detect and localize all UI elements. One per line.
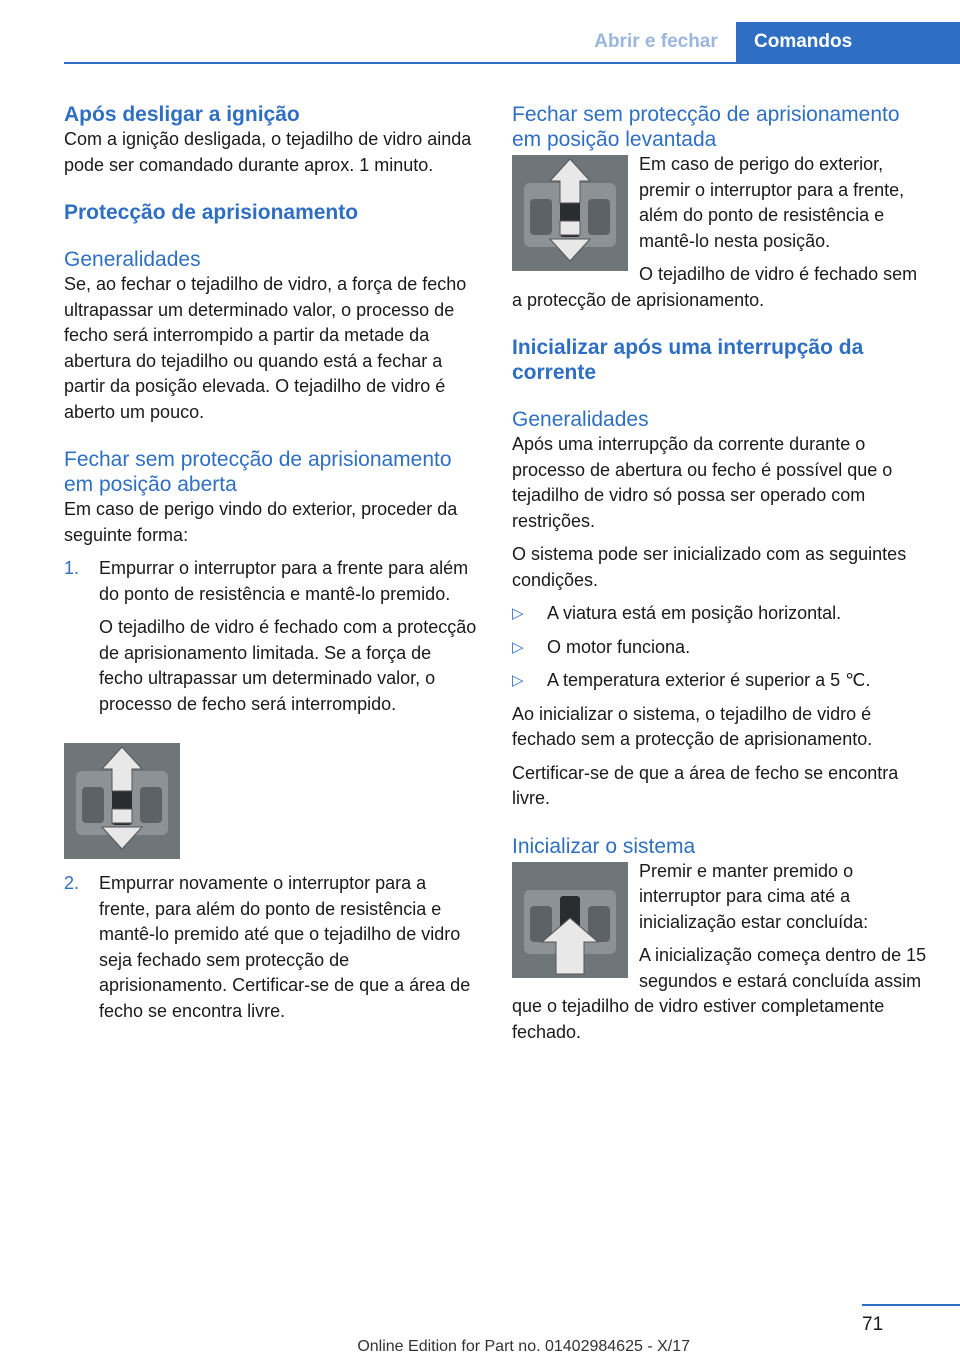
bullet-arrow-icon: ▷ bbox=[512, 672, 524, 689]
bullet-text: A temperatura exterior é superior a 5 ℃. bbox=[547, 670, 871, 690]
heading-init-power: Inicializar após uma interrupção da corrente bbox=[512, 336, 864, 384]
list-item bbox=[512, 601, 928, 627]
paragraph-general: Se, ao fechar o tejadilho de vidro, a força de fecho ultrapassar um determinado valor, o processo de fecho será interrompido a partir da metade da abertura do tejadilho ou quando está a fechar a partir da posição elevada. O tejadilho de vidro é aberto um pouco. bbox=[64, 274, 467, 422]
roof-switch-up-image bbox=[512, 862, 628, 978]
heading-close-open: Fechar sem protecção de aprisionamento em posição aberta bbox=[64, 448, 452, 496]
list-item bbox=[512, 635, 928, 661]
paragraph-close-raised-1: Em caso de perigo do exterior, premir o interruptor para a frente, além do ponto de resistência e mantê-lo nesta posição. bbox=[639, 154, 905, 251]
right-column bbox=[512, 102, 928, 1045]
paragraph-init-2: Certificar-se de que a área de fecho se encontra livre. bbox=[512, 762, 899, 808]
page-number: 71 bbox=[862, 1314, 884, 1335]
list-item bbox=[64, 556, 480, 717]
bullet-arrow-icon: ▷ bbox=[512, 605, 524, 622]
heading-general: Generalidades bbox=[64, 248, 201, 271]
heading-general-right: Generalidades bbox=[512, 408, 649, 431]
bullet-text: A viatura está em posição horizontal. bbox=[547, 603, 842, 623]
paragraph-general-2: O sistema pode ser inicializado com as seguintes condições. bbox=[512, 544, 907, 590]
footer-edition: Online Edition for Part no. 01402984625 - X/17 bbox=[357, 1338, 690, 1355]
section-tab[interactable]: Abrir e fechar bbox=[594, 31, 718, 52]
roof-switch-raised-image bbox=[512, 155, 628, 271]
bullet-arrow-icon: ▷ bbox=[512, 638, 524, 656]
double-arrow-icon bbox=[512, 155, 628, 271]
heading-close-raised: Fechar sem protecção de aprisionamento em posição levantada bbox=[512, 103, 900, 151]
paragraph-init-1: Ao inicializar o sistema, o tejadilho de vidro é fechado sem a protecção de aprisionamento. bbox=[512, 703, 873, 749]
heading-protection: Protecção de aprisionamento bbox=[64, 201, 359, 224]
paragraph-general-1: Após uma interrupção da corrente durante o processo de abertura ou fecho é possível que o tejadilho de vidro só possa ser operado com restrições. bbox=[512, 434, 893, 531]
heading-after-ignition: Após desligar a ignição bbox=[64, 103, 300, 126]
roof-switch-push-image bbox=[64, 743, 180, 859]
step-text: Empurrar novamente o interruptor para a frente, para além do ponto de resistência e mantê-lo premido até que o tejadilho de vidro seja fechado sem protecção de aprisionamento. Certificar-se de que a área de fecho se encontra livre. bbox=[99, 873, 471, 1021]
paragraph-close-raised-2: O tejadilho de vidro é fechado sem a protecção de aprisionamento. bbox=[512, 264, 918, 310]
step-number: 2. bbox=[64, 873, 80, 893]
footer-rule bbox=[862, 1304, 960, 1306]
paragraph-after-ignition: Com a ignição desligada, o tejadilho de vidro ainda pode ser comandado durante aprox. 1 minuto. bbox=[64, 129, 472, 175]
header-rule bbox=[64, 62, 960, 64]
paragraph-init-system-1: Premir e manter premido o interruptor para cima até a inicialização estar concluída: bbox=[639, 860, 869, 932]
double-arrow-icon bbox=[64, 743, 180, 859]
paragraph-init-system-2: A inicialização começa dentro de 15 segundos e estará concluída assim que o tejadilho de vidro estiver completamente fechado. bbox=[512, 945, 927, 1042]
list-item bbox=[512, 668, 928, 694]
bullet-text: O motor funciona. bbox=[547, 636, 691, 657]
left-column bbox=[64, 102, 480, 1024]
arrow-up-icon bbox=[512, 862, 628, 978]
paragraph-close-open: Em caso de perigo vindo do exterior, proceder da seguinte forma: bbox=[64, 499, 458, 545]
list-item bbox=[64, 871, 480, 1024]
step-number: 1. bbox=[64, 558, 80, 578]
step-text: Empurrar o interruptor para a frente para além do ponto de resistência e mantê-lo premido. bbox=[99, 558, 469, 604]
step-note: O tejadilho de vidro é fechado com a protecção de aprisionamento limitada. Se a força de fecho ultrapassar um determinado valor, o processo de fecho será interrompido. bbox=[99, 617, 477, 714]
heading-init-system: Inicializar o sistema bbox=[512, 834, 696, 858]
chapter-tab[interactable]: Comandos bbox=[736, 22, 960, 62]
